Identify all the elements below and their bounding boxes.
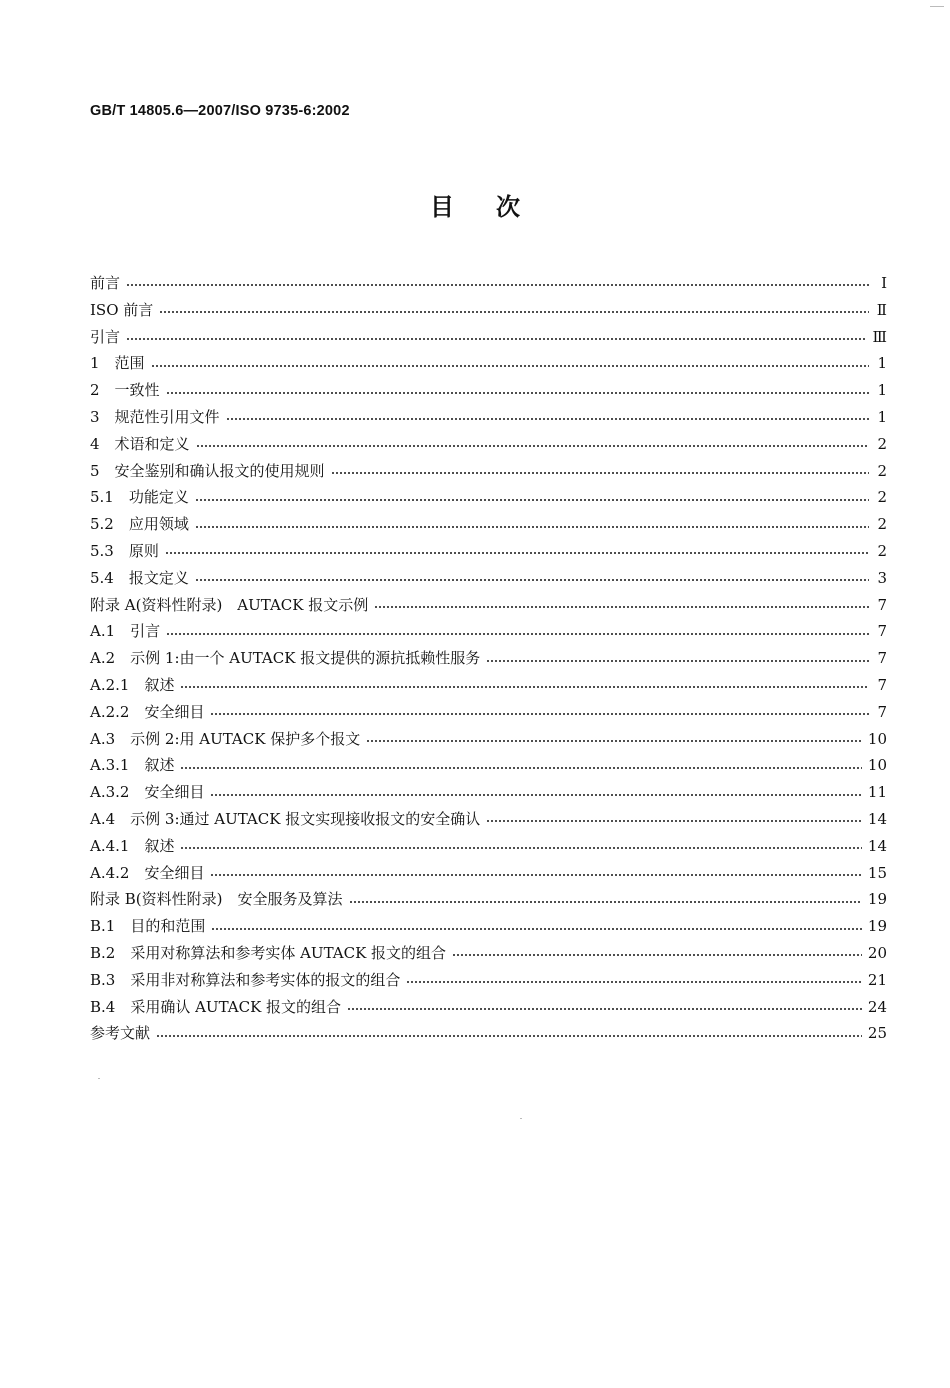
dot-leader [374,606,869,608]
toc-entry-label: 5.4 报文定义 [90,568,189,587]
toc-entry[interactable] [90,726,887,753]
dot-leader [159,311,869,313]
toc-entry-label: A.3.2 安全细目 [90,783,205,802]
toc-entry-label: 附录 A(资料性附录) AUTACK 报文示例 [90,595,369,614]
toc-entry-label: 5 安全鉴别和确认报文的使用规则 [90,461,325,480]
toc-entry[interactable] [90,1020,887,1047]
toc-entry-page: 19 [867,890,887,909]
toc-entry-label: A.4.1 叙述 [90,836,175,855]
toc-entry-label: 5.1 功能定义 [90,488,189,507]
toc-entry-page: 1 [877,354,887,373]
dot-leader [226,418,869,420]
toc-entry-label: A.3 示例 2:用 AUTACK 保护多个报文 [90,729,361,748]
toc-entry-label: 5.2 应用领域 [90,515,189,534]
scan-speck [930,6,944,7]
toc-entry[interactable] [90,752,887,779]
dot-leader [210,713,869,715]
toc-entry-page: 20 [867,943,887,962]
toc-entry[interactable] [90,565,887,592]
dot-leader [366,740,862,742]
toc-entry[interactable] [90,699,887,726]
toc-entry-page: 7 [877,622,887,641]
toc-entry-label: A.4.2 安全细目 [90,863,205,882]
dot-leader [165,552,869,554]
toc-entry-page: I [881,274,887,292]
toc-entry-page: 24 [867,997,887,1016]
toc-entry-page: 1 [877,407,887,426]
toc-entry[interactable] [90,404,887,431]
toc-entry-page: 7 [877,649,887,668]
dot-leader [196,445,869,447]
dot-leader [486,820,862,822]
toc-entry-label: 1 范围 [90,354,145,373]
toc-entry[interactable] [90,270,887,297]
toc-entry[interactable] [90,833,887,860]
dot-leader [126,284,869,286]
scan-speck [98,1078,100,1079]
toc-entry[interactable] [90,458,887,485]
toc-entry-label: 2 一致性 [90,381,160,400]
toc-entry-label: 附录 B(资料性附录) 安全服务及算法 [90,890,343,909]
toc-entry-label: ISO 前言 [90,300,154,319]
toc-entry[interactable] [90,484,887,511]
toc-entry-label: A.2 示例 1:由一个 AUTACK 报文提供的源抗抵赖性服务 [90,649,481,668]
toc-entry[interactable] [90,940,887,967]
toc-entry-page: Ⅱ [876,300,887,319]
toc-entry[interactable] [90,806,887,833]
toc-entry-page: 19 [867,917,887,936]
toc-entry-label: A.1 引言 [90,622,161,641]
toc-entry[interactable] [90,860,887,887]
toc-entry-page: 25 [867,1024,887,1043]
toc-entry[interactable] [90,886,887,913]
dot-leader [349,901,862,903]
dot-leader [195,526,869,528]
dot-leader [180,847,861,849]
toc-entry-page: 14 [867,836,887,855]
toc-entry-label: 参考文献 [90,1024,151,1043]
toc-entry-label: B.3 采用非对称算法和参考实体的报文的组合 [90,970,401,989]
toc-entry-page: 2 [877,434,887,453]
dot-leader [180,686,869,688]
toc-entry-page: 7 [877,595,887,614]
toc-entry[interactable] [90,618,887,645]
toc-entry[interactable] [90,779,887,806]
toc-entry-label: 前言 [90,274,121,292]
dot-leader [195,579,869,581]
dot-leader [195,499,869,501]
dot-leader [180,767,861,769]
toc-entry-label: 5.3 原则 [90,541,159,560]
dot-leader [331,472,869,474]
toc-entry[interactable] [90,913,887,940]
toc-entry[interactable] [90,431,887,458]
toc-entry[interactable] [90,967,887,994]
toc-entry[interactable] [90,324,887,351]
table-of-contents [90,270,887,1047]
dot-leader [452,954,862,956]
toc-entry-label: B.1 目的和范围 [90,917,206,936]
toc-entry[interactable] [90,592,887,619]
toc-entry[interactable] [90,672,887,699]
toc-entry-page: 11 [867,783,887,802]
toc-entry-page: 10 [867,729,887,748]
dot-leader [156,1035,862,1037]
toc-entry-page: 14 [867,809,887,828]
toc-entry-page: 2 [877,461,887,480]
dot-leader [166,392,869,394]
dot-leader [211,928,862,930]
toc-entry[interactable] [90,538,887,565]
toc-entry-label: A.3.1 叙述 [90,756,175,775]
toc-entry[interactable] [90,350,887,377]
toc-entry-page: 3 [877,568,887,587]
toc-entry-label: B.4 采用确认 AUTACK 报文的组合 [90,997,342,1016]
scan-speck [520,1118,522,1119]
toc-entry[interactable] [90,377,887,404]
toc-entry-label: 3 规范性引用文件 [90,407,220,426]
toc-entry-label: 引言 [90,327,121,346]
document-code-header: GB/T 14805.6—2007/ISO 9735-6:2002 [90,103,350,119]
toc-entry-page: 21 [867,970,887,989]
dot-leader [210,874,861,876]
toc-entry-page: 7 [877,675,887,694]
dot-leader [406,981,862,983]
dot-leader [347,1008,862,1010]
toc-entry[interactable] [90,511,887,538]
dot-leader [126,338,867,340]
page-title: 目次 [430,193,562,221]
toc-entry-page: 10 [867,756,887,775]
toc-entry-page: 15 [867,863,887,882]
dot-leader [210,794,861,796]
toc-entry-label: A.2.2 安全细目 [90,702,205,721]
toc-entry[interactable] [90,994,887,1021]
toc-entry[interactable] [90,645,887,672]
toc-entry-label: 4 术语和定义 [90,434,190,453]
toc-entry-page: 2 [877,541,887,560]
dot-leader [486,660,869,662]
toc-entry-page: 7 [877,702,887,721]
toc-entry-label: A.4 示例 3:通过 AUTACK 报文实现接收报文的安全确认 [90,809,481,828]
toc-entry-page: Ⅲ [872,327,887,346]
toc-entry[interactable] [90,297,887,324]
dot-leader [151,365,869,367]
toc-entry-label: B.2 采用对称算法和参考实体 AUTACK 报文的组合 [90,943,447,962]
toc-entry-page: 2 [877,488,887,507]
toc-entry-page: 2 [877,515,887,534]
toc-entry-page: 1 [877,381,887,400]
dot-leader [166,633,869,635]
toc-entry-label: A.2.1 叙述 [90,675,175,694]
